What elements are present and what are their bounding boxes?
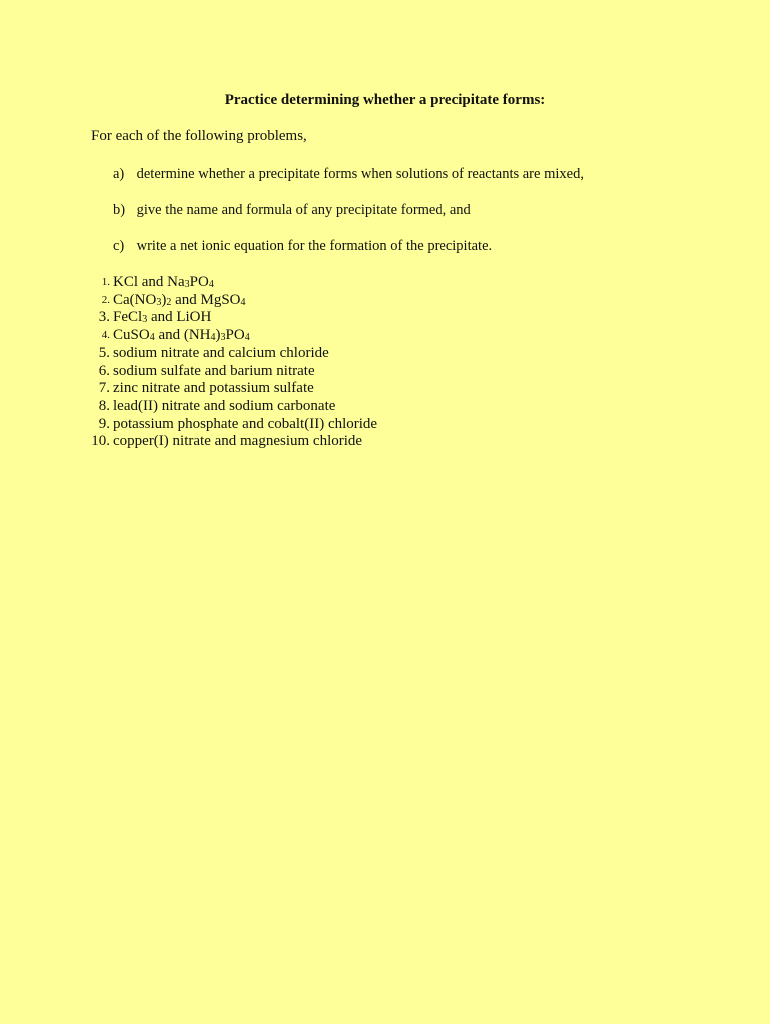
problem-text bbox=[113, 292, 246, 308]
problem-number: 7. bbox=[98, 380, 110, 397]
text-segment: ) bbox=[161, 291, 167, 308]
problem-number: 10. bbox=[91, 433, 110, 450]
problem-text bbox=[113, 416, 377, 432]
subscript: 4 bbox=[244, 332, 250, 344]
text-segment: FeCl bbox=[113, 309, 143, 326]
instruction-label: c) bbox=[113, 238, 125, 254]
subscript: 4 bbox=[210, 332, 216, 344]
text-segment: zinc nitrate and potassium sulfate bbox=[113, 380, 314, 397]
instruction-text: write a net ionic equation for the formation of the precipitate. bbox=[136, 238, 493, 254]
text-segment: sodium nitrate and calcium chloride bbox=[113, 344, 329, 361]
problem-list bbox=[80, 274, 377, 451]
problem-item bbox=[80, 274, 377, 292]
instruction-label: b) bbox=[113, 202, 126, 218]
problem-item bbox=[80, 345, 377, 363]
problem-text bbox=[113, 433, 362, 449]
problem-text bbox=[113, 380, 314, 396]
subscript: 2 bbox=[166, 296, 172, 308]
text-segment: CuSO bbox=[113, 327, 150, 344]
problem-number: 3. bbox=[98, 309, 110, 326]
problem-item bbox=[80, 398, 377, 416]
problem-number: 4. bbox=[101, 329, 110, 342]
problem-text bbox=[113, 363, 315, 379]
text-segment: PO bbox=[225, 327, 245, 344]
problem-item bbox=[80, 433, 377, 451]
problem-item bbox=[80, 363, 377, 381]
subscript: 4 bbox=[208, 279, 214, 290]
instruction-b bbox=[113, 202, 471, 219]
problem-text bbox=[113, 274, 214, 290]
problem-number: 5. bbox=[98, 344, 110, 361]
instruction-text: determine whether a precipitate forms when solutions of reactants are mixed, bbox=[136, 166, 584, 182]
instruction-text: give the name and formula of any precipitate formed, and bbox=[136, 202, 471, 218]
problem-number: 9. bbox=[98, 415, 110, 432]
problem-number: 8. bbox=[98, 397, 110, 414]
intro-text: For each of the following problems, bbox=[91, 128, 307, 144]
text-segment: lead(II) nitrate and sodium carbonate bbox=[113, 397, 336, 414]
instruction-a bbox=[113, 166, 584, 183]
page-title: Practice determining whether a precipitate forms: bbox=[224, 92, 546, 108]
subscript: 3 bbox=[156, 296, 162, 308]
subscript: 4 bbox=[149, 332, 155, 344]
text-segment: potassium phosphate and cobalt(II) chloride bbox=[113, 415, 378, 432]
text-segment: and MgSO bbox=[171, 291, 241, 308]
problem-text bbox=[113, 398, 335, 414]
problem-number: 2. bbox=[101, 293, 110, 306]
instruction-c bbox=[113, 238, 492, 255]
subscript: 3 bbox=[220, 332, 226, 344]
problem-text bbox=[113, 327, 250, 343]
problem-text bbox=[113, 309, 211, 325]
text-segment: KCl and Na bbox=[113, 274, 185, 290]
text-segment: ) bbox=[215, 327, 221, 344]
text-segment: PO bbox=[189, 274, 209, 290]
text-segment: Ca(NO bbox=[113, 291, 157, 308]
subscript: 3 bbox=[184, 279, 190, 290]
text-segment: copper(I) nitrate and magnesium chloride bbox=[113, 433, 363, 450]
text-segment: and LiOH bbox=[147, 309, 212, 326]
problem-item bbox=[80, 292, 377, 310]
problem-item bbox=[80, 327, 377, 345]
subscript: 3 bbox=[142, 314, 148, 326]
text-segment: and (NH bbox=[154, 327, 211, 344]
problem-text bbox=[113, 345, 329, 361]
instruction-label: a) bbox=[113, 166, 125, 182]
problem-number: 6. bbox=[98, 362, 110, 379]
text-segment: sodium sulfate and barium nitrate bbox=[113, 362, 315, 379]
subscript: 4 bbox=[240, 296, 246, 308]
problem-item bbox=[80, 416, 377, 434]
problem-number: 1. bbox=[101, 276, 110, 288]
problem-item bbox=[80, 380, 377, 398]
problem-item bbox=[80, 309, 377, 327]
